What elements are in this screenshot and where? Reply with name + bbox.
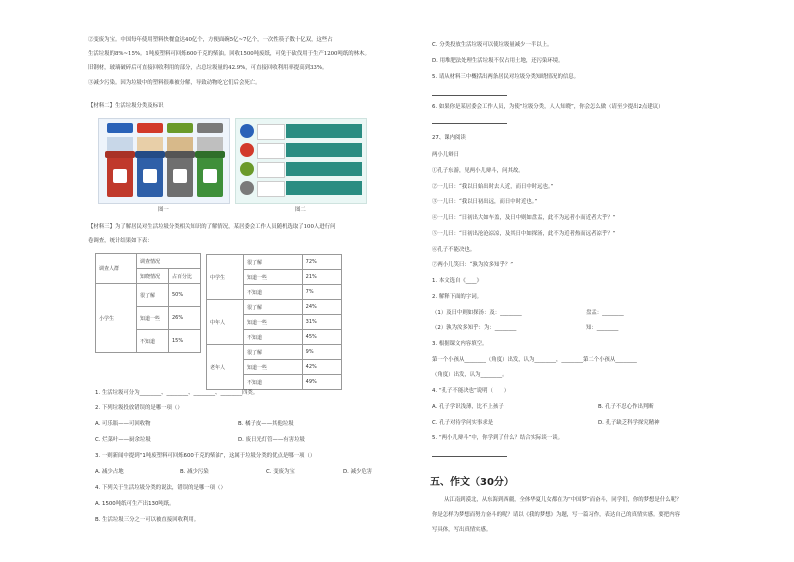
recyclable-items	[107, 137, 133, 151]
table-cell: 不知道	[244, 375, 303, 390]
kitchen-items	[167, 137, 193, 151]
question-line: 2. 解释下面的字词。	[432, 294, 482, 300]
table-cell: 26%	[169, 307, 201, 330]
table-header: 调查人群	[96, 254, 137, 284]
table-cell: 45%	[302, 330, 341, 345]
kitchen-tag	[167, 123, 193, 133]
option-line: B. 生活垃圾三分之一可以被直接回收利用。	[95, 517, 200, 523]
option-line: A. 可乐瓶——可回收物	[95, 421, 151, 427]
table-cell: 72%	[302, 255, 341, 270]
text-line: 旧钢材，玻璃破碎后可直接回收利用的部分，占总垃圾量的42.9%，可直接回收利用率提高到33%。	[88, 65, 328, 71]
option-line: B. 橘子皮——其他垃圾	[238, 421, 294, 427]
question-line: 盘盂：________	[586, 310, 624, 316]
option-line: D. 用堆肥法处理生活垃圾不仅占用土地，还污染环境。	[432, 58, 564, 64]
text-line: ③减少污染。因为垃圾中的塑料很难被分解，导致动物吃它们后会死亡。	[88, 80, 261, 86]
table-cell: 24%	[302, 300, 341, 315]
table-cell: 很了解	[244, 255, 303, 270]
passage-line: ⑤一儿曰：“日初出沧沧凉凉，及其日中如探汤，此不为近者热而远者凉乎？”	[432, 231, 616, 237]
table-cell: 很了解	[244, 345, 303, 360]
table-header: 占百分比	[169, 269, 201, 284]
table-cell: 49%	[302, 375, 341, 390]
kitchen-waste-icon	[240, 162, 254, 176]
table-header: 调查情况	[137, 254, 201, 269]
recyclable-tag	[107, 123, 133, 133]
figure-two-caption: 图二	[295, 207, 306, 213]
text-line: 生活垃圾的8%~15%。1吨废塑料可回炼600千克的柴油。回收1500吨废纸，可免于砍伐用于生产1200吨纸的林木。	[88, 51, 370, 57]
table-cell: 知道一些	[244, 270, 303, 285]
text-line: ②变废为宝。中国每年使用塑料快餐盒达40亿个，方便面碗5亿~7亿个，一次性筷子数十亿双，这些占	[88, 37, 333, 43]
option-line: D. 废日光灯管——有害垃圾	[238, 437, 305, 443]
table-cell: 7%	[302, 285, 341, 300]
question-line: 第一个小孩从________（角度）出发，认为________，________第二个小孩从________	[432, 357, 637, 363]
option-line: D. 孔子缺乏科学探究精神	[598, 420, 660, 426]
question-line: （角度）出发，认为________。	[432, 372, 508, 378]
material-three-line: 【材料三】为了解居民对生活垃圾分类相关知识的了解情况，某居委会工作人员随机选取了100人进行问	[88, 224, 336, 230]
hazardous-tag	[137, 123, 163, 133]
poem-title: 两小儿辩日	[432, 152, 459, 158]
green-bin-icon	[197, 157, 223, 197]
option-line: D. 减少危害	[343, 469, 373, 475]
question-line: 1. 本文选自《____》	[432, 278, 482, 284]
option-line: B. 孔子不忍心作出判断	[598, 404, 654, 410]
table-group: 小学生	[96, 284, 137, 353]
garbage-signs-image	[235, 118, 367, 204]
table-cell: 9%	[302, 345, 341, 360]
passage-line: ①孔子东游，见两小儿辩斗，问其故。	[432, 168, 524, 174]
essay-prompt-line: 写具体，写出真情实感。	[432, 527, 492, 533]
option-line: A. 1500吨纸可生产出130吨纸。	[95, 501, 175, 507]
garbage-bins-image	[98, 118, 230, 204]
question-line: 6. 如果你是某居委会工作人员，为使“垃圾分类，人人知晓”，你会怎么做（请至少提出2点建议）	[432, 104, 664, 110]
hazard-icon	[240, 143, 254, 157]
table-cell: 21%	[302, 270, 341, 285]
table-group: 老年人	[207, 345, 244, 390]
other-tag	[197, 123, 223, 133]
survey-table-adults	[206, 254, 342, 390]
question-line: 1. 生活垃圾可分为________、________、________、________四类。	[95, 390, 259, 396]
red-bin-icon	[107, 157, 133, 197]
table-cell: 很了解	[137, 284, 169, 307]
passage-line: ⑥孔子不能决也。	[432, 247, 476, 253]
essay-prompt-line: 从江南到漠北，从东海到西疆，全体华夏儿女都在为“中国梦”而奋斗，同学们，你的梦想是什么呢？	[444, 497, 682, 503]
question-line: 3. 一则新闻中提到“1吨废塑料可回炼600千克的柴油”，这属于垃圾分类的优点是哪一项（）	[95, 453, 316, 459]
table-cell: 知道一些	[244, 315, 303, 330]
table-cell: 不知道	[137, 330, 169, 353]
table-cell: 50%	[169, 284, 201, 307]
option-line: B. 减少污染	[180, 469, 209, 475]
table-cell: 知道一些	[244, 360, 303, 375]
material-three-line: 卷调查，统计结果如下表：	[88, 238, 153, 244]
answer-line[interactable]	[432, 123, 507, 124]
table-cell: 不知道	[244, 285, 303, 300]
other-waste-icon	[240, 181, 254, 195]
question-line: 4. “孔子不能决也”说明（ ）	[432, 388, 510, 394]
passage-line: ④一儿曰：“日初出大如车盖，及日中则如盘盂，此不为远者小而近者大乎？”	[432, 215, 616, 221]
table-group: 中学生	[207, 255, 244, 300]
essay-prompt-line: 你是怎样为梦想而努力奋斗的呢？请以《我的梦想》为题，写一篇习作，表达自己的真情实感。要把内容	[432, 512, 680, 518]
option-line: C. 分类投放生活垃圾可以使垃圾量减少一半以上。	[432, 42, 553, 48]
passage-line: ②一儿曰：“我以日始出时去人近，而日中时远也。”	[432, 184, 554, 190]
table-cell: 很了解	[244, 300, 303, 315]
question-line: 4. 下列关于生活垃圾分类的说法，错误的是哪一项（）	[95, 485, 226, 491]
table-cell: 31%	[302, 315, 341, 330]
option-line: C. 变废为宝	[266, 469, 295, 475]
reading-heading: 27、课内阅读	[432, 135, 466, 141]
table-cell: 15%	[169, 330, 201, 353]
hazardous-items	[137, 137, 163, 151]
recycle-icon	[240, 124, 254, 138]
passage-line: ③一儿曰：“我以日初出远，而日中时近也。”	[432, 199, 538, 205]
table-cell: 不知道	[244, 330, 303, 345]
question-line: 2. 下列垃圾投放错误的是哪一项（）	[95, 405, 183, 411]
table-cell: 知道一些	[137, 307, 169, 330]
question-line: 5. 请从材料三中概括出两条居民对垃圾分类知晓情况的信息。	[432, 74, 580, 80]
table-cell: 42%	[302, 360, 341, 375]
option-line: C. 烂菜叶——厨余垃圾	[95, 437, 151, 443]
question-line: 知：________	[586, 325, 619, 331]
question-line: 3. 根据课文内容填空。	[432, 341, 488, 347]
blue-bin-icon	[137, 157, 163, 197]
question-line: （2）孰为汝多知乎：为：________	[432, 325, 517, 331]
survey-table-pupils	[95, 253, 201, 353]
option-line: A. 减少占地	[95, 469, 124, 475]
table-group: 中年人	[207, 300, 244, 345]
section-title: 五、作文（30分）	[430, 477, 514, 488]
answer-line[interactable]	[432, 95, 507, 96]
other-items	[197, 137, 223, 151]
table-header: 知晓情况	[137, 269, 169, 284]
question-line: 5. “两小儿辩斗”中，你学到了什么？结合实际谈一谈。	[432, 435, 564, 441]
material-two-heading: 【材料二】生活垃圾分类及标识	[88, 103, 164, 109]
option-line: C. 孔子对待学问实事求是	[432, 420, 494, 426]
option-line: A. 孔子学识浅薄，比不上孩子	[432, 404, 504, 410]
passage-line: ⑦两小儿笑曰：“孰为汝多知乎？”	[432, 262, 513, 268]
figure-one-caption: 图一	[158, 207, 169, 213]
answer-line[interactable]	[432, 456, 507, 457]
question-line: （1）及日中则如探汤：及：________	[432, 310, 522, 316]
gray-bin-icon	[167, 157, 193, 197]
